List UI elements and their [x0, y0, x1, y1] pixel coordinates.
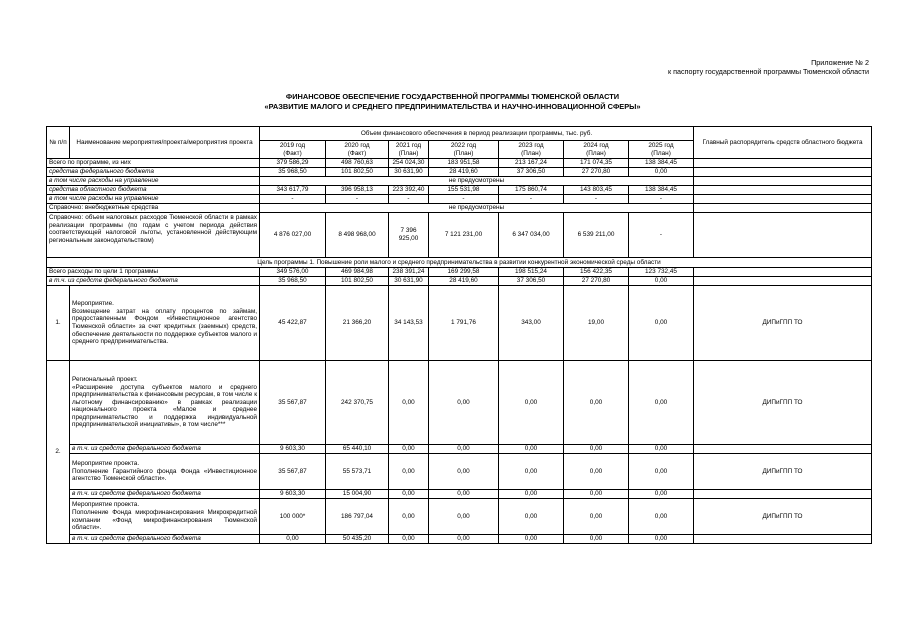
cell-value: 0,00: [429, 445, 499, 454]
cell-value: 27 270,80: [564, 277, 629, 286]
cell-manager: ДИПиГПП ТО: [694, 454, 872, 490]
cell-manager: [694, 445, 872, 454]
table-row: [47, 195, 872, 204]
cell-manager: [694, 186, 872, 195]
table-row: [47, 268, 872, 277]
row-num: 2.: [47, 361, 70, 544]
header-volume: Объем финансового обеспечения в период реализации программы, тыс. руб.: [260, 127, 694, 141]
cell-value: 101 802,50: [326, 277, 389, 286]
cell-value: 0,00: [389, 445, 429, 454]
cell-value: 0,00: [389, 499, 429, 535]
cell-value: 9 603,30: [260, 490, 326, 499]
cell-manager: [694, 277, 872, 286]
cell-value: 0,00: [429, 499, 499, 535]
row-num: 1.: [47, 286, 70, 361]
appendix-note: [668, 58, 869, 76]
cell-value: 169 299,58: [429, 268, 499, 277]
cell-value: 0,00: [564, 499, 629, 535]
row-label: Всего расходы по цели 1 программы: [47, 268, 260, 277]
cell-not-provided: не предусмотрены: [260, 177, 694, 186]
table-row: [47, 186, 872, 195]
cell-value: 156 422,35: [564, 268, 629, 277]
cell-value: 0,00: [499, 361, 564, 445]
cell-value: 0,00: [629, 277, 694, 286]
cell-value: 0,00: [629, 286, 694, 361]
header-year: 2020 год (Факт): [326, 141, 389, 159]
header-year: 2019 год (Факт): [260, 141, 326, 159]
cell-value: 343 617,79: [260, 186, 326, 195]
table-row: [47, 159, 872, 168]
row-label: Справочно: внебюджетные средства: [47, 204, 260, 213]
table-row: [47, 361, 872, 445]
row-label: в т.ч. из средств федерального бюджета: [70, 445, 260, 454]
cell-value: 0,00: [499, 490, 564, 499]
row-description: [70, 499, 260, 535]
cell-manager: [694, 159, 872, 168]
cell-value: 0,00: [389, 490, 429, 499]
cell-value: 30 631,90: [389, 168, 429, 177]
cell-value: 30 631,90: [389, 277, 429, 286]
cell-manager: ДИПиГПП ТО: [694, 361, 872, 445]
cell-value: 0,00: [564, 535, 629, 544]
cell-value: 183 951,58: [429, 159, 499, 168]
row-label: в т.ч. из средств федерального бюджета: [47, 277, 260, 286]
cell-value: 0,00: [429, 535, 499, 544]
row-title: Мероприятие проекта.: [72, 460, 140, 468]
table-row: [47, 204, 872, 213]
title-line-1: ФИНАНСОВОЕ ОБЕСПЕЧЕНИЕ ГОСУДАРСТВЕННОЙ ПРОГРАММЫ ТЮМЕНСКОЙ ОБЛАСТИ: [285, 92, 620, 101]
row-label: в том числе расходы на управление: [47, 177, 260, 186]
cell-value: 0,00: [629, 499, 694, 535]
cell-value: 0,00: [629, 454, 694, 490]
cell-value: 0,00: [564, 361, 629, 445]
goal-row: [47, 258, 872, 268]
cell-value: 396 958,13: [326, 186, 389, 195]
cell-value: 65 440,10: [326, 445, 389, 454]
row-description: [70, 361, 260, 445]
row-label: средства федерального бюджета: [47, 168, 260, 177]
row-title: Мероприятие проекта.: [72, 501, 140, 509]
cell-value: 45 422,87: [260, 286, 326, 361]
cell-value: 21 366,20: [326, 286, 389, 361]
appendix-line-2: к паспорту государственной программы Тюменской области: [667, 67, 869, 76]
title-line-2: «РАЗВИТИЕ МАЛОГО И СРЕДНЕГО ПРЕДПРИНИМАТЕЛЬСТВА И НАУЧНО-ИННОВАЦИОННОЙ СФЕРЫ»: [264, 102, 641, 111]
cell-value: 35 968,50: [260, 277, 326, 286]
table-row: [47, 168, 872, 177]
cell-value: 101 802,50: [326, 168, 389, 177]
row-label: в т.ч. из средств федерального бюджета: [70, 490, 260, 499]
cell-value: 8 498 968,00: [326, 213, 389, 258]
cell-value: 37 306,50: [499, 277, 564, 286]
cell-value: 1 791,76: [429, 286, 499, 361]
cell-value: 0,00: [260, 535, 326, 544]
cell-value: 469 984,98: [326, 268, 389, 277]
cell-value: 0,00: [564, 445, 629, 454]
row-desc: Возмещение затрат на оплату процентов по займам, предоставленным Фондом «Инвестиционное агентство Тюменской области» за счет кредитных (заемных) средств, обеспечение деятельности по поддержке субъектов малого и среднего предпринимательства.: [72, 307, 257, 346]
cell-manager: [694, 268, 872, 277]
header-year: 2023 год (План): [499, 141, 564, 159]
cell-manager: [694, 535, 872, 544]
cell-value: 0,00: [389, 361, 429, 445]
cell-value: 100 000*: [260, 499, 326, 535]
cell-value: 0,00: [429, 454, 499, 490]
cell-value: -: [629, 195, 694, 204]
cell-value: 138 384,45: [629, 159, 694, 168]
appendix-line-1: Приложение № 2: [811, 58, 869, 67]
cell-manager: [694, 213, 872, 258]
cell-manager: [694, 490, 872, 499]
cell-manager: [694, 177, 872, 186]
cell-value: 28 419,60: [429, 168, 499, 177]
document-title: [0, 92, 905, 112]
cell-value: 213 167,24: [499, 159, 564, 168]
cell-value: 0,00: [629, 535, 694, 544]
cell-value: -: [389, 195, 429, 204]
header-name: Наименование мероприятия/проекта/мероприятия проекта: [70, 127, 260, 159]
cell-value: 0,00: [499, 445, 564, 454]
cell-value: -: [260, 195, 326, 204]
table-row: [47, 535, 872, 544]
header-manager: Главный распорядитель средств областного бюджета: [694, 127, 872, 159]
table-row: [47, 445, 872, 454]
cell-value: 242 370,75: [326, 361, 389, 445]
cell-value: 35 567,87: [260, 454, 326, 490]
cell-value: 138 384,45: [629, 186, 694, 195]
cell-value: 143 803,45: [564, 186, 629, 195]
financing-table: [46, 126, 872, 544]
cell-value: 6 539 211,00: [564, 213, 629, 258]
row-label: в том числе расходы на управление: [47, 195, 260, 204]
cell-value: 223 392,40: [389, 186, 429, 195]
cell-value: 35 567,87: [260, 361, 326, 445]
cell-value: -: [326, 195, 389, 204]
cell-value: 0,00: [499, 454, 564, 490]
cell-manager: ДИПиГПП ТО: [694, 499, 872, 535]
cell-value: 28 419,60: [429, 277, 499, 286]
row-label: Всего по программе, из них: [47, 159, 260, 168]
cell-value: 0,00: [429, 361, 499, 445]
cell-value: 123 732,45: [629, 268, 694, 277]
header-year: 2025 год (План): [629, 141, 694, 159]
row-desc: «Расширение доступа субъектов малого и среднего предпринимательства к финансовым ресурсам, в том числе к льготному финансированию» в рамках реализации национального проекта «Малое и среднее предпринимательство и поддержка индивидуальной предпринимательской инициативы», в том числе***: [72, 383, 257, 429]
table-row: [47, 454, 872, 490]
cell-value: 171 074,35: [564, 159, 629, 168]
table-row: [47, 213, 872, 258]
cell-value: 15 004,90: [326, 490, 389, 499]
cell-value: 379 586,29: [260, 159, 326, 168]
cell-value: 0,00: [629, 168, 694, 177]
cell-value: 0,00: [429, 490, 499, 499]
row-description: [70, 286, 260, 361]
table-row: [47, 490, 872, 499]
header-year: 2021 год (План): [389, 141, 429, 159]
cell-value: 7 396 925,00: [389, 213, 429, 258]
table-row: [47, 177, 872, 186]
row-description: [70, 454, 260, 490]
cell-value: 0,00: [629, 490, 694, 499]
cell-manager: [694, 168, 872, 177]
table-row: [47, 286, 872, 361]
row-label: средства областного бюджета: [47, 186, 260, 195]
header-num: № п/п: [47, 127, 70, 159]
cell-value: 37 306,50: [499, 168, 564, 177]
cell-value: 0,00: [629, 361, 694, 445]
cell-value: 55 573,71: [326, 454, 389, 490]
row-label-tax: Справочно: объем налоговых расходов Тюменской области в рамках реализации программы (по годам с учетом периода действия соответствующей налоговой льготы, установленной действующим региональным законодательством): [47, 213, 260, 258]
cell-value: 19,00: [564, 286, 629, 361]
cell-value: 4 876 027,00: [260, 213, 326, 258]
header-year: 2022 год (План): [429, 141, 499, 159]
cell-value: 498 760,63: [326, 159, 389, 168]
cell-value: -: [499, 195, 564, 204]
cell-value: 7 121 231,00: [429, 213, 499, 258]
header-year: 2024 год (План): [564, 141, 629, 159]
cell-value: 0,00: [499, 499, 564, 535]
cell-manager: [694, 195, 872, 204]
cell-value: 155 531,98: [429, 186, 499, 195]
cell-value: 186 797,04: [326, 499, 389, 535]
goal-text: Цель программы 1. Повышение роли малого и среднего предпринимательства в развитии конкурентной экономической среды области: [47, 258, 872, 268]
cell-value: 0,00: [499, 535, 564, 544]
row-label: в т.ч. из средств федерального бюджета: [70, 535, 260, 544]
cell-value: 9 603,30: [260, 445, 326, 454]
cell-value: 0,00: [389, 535, 429, 544]
cell-value: 198 515,24: [499, 268, 564, 277]
cell-value: -: [429, 195, 499, 204]
cell-value: 6 347 034,00: [499, 213, 564, 258]
cell-value: 349 576,00: [260, 268, 326, 277]
cell-value: 27 270,80: [564, 168, 629, 177]
row-desc: Пополнение Фонда микрофинансирования Микрокредитной компании «Фонд микрофинансирования Тюменской области».: [72, 508, 257, 532]
cell-value: -: [564, 195, 629, 204]
cell-manager: ДИПиГПП ТО: [694, 286, 872, 361]
table-row: [47, 277, 872, 286]
cell-value: 50 435,20: [326, 535, 389, 544]
table-row: [47, 499, 872, 535]
row-title: Региональный проект.: [72, 375, 138, 383]
cell-value: 343,00: [499, 286, 564, 361]
cell-value: 0,00: [564, 490, 629, 499]
row-title: Мероприятие.: [72, 300, 114, 308]
cell-value: 0,00: [564, 454, 629, 490]
header-row: [47, 127, 872, 141]
cell-value: 0,00: [389, 454, 429, 490]
cell-value: -: [629, 213, 694, 258]
cell-manager: [694, 204, 872, 213]
cell-value: 254 024,30: [389, 159, 429, 168]
row-desc: Пополнение Гарантийного фонда Фонда «Инвестиционное агентство Тюменской области».: [72, 467, 257, 483]
cell-value: 35 968,50: [260, 168, 326, 177]
cell-value: 0,00: [629, 445, 694, 454]
cell-value: 34 143,53: [389, 286, 429, 361]
cell-value: 175 860,74: [499, 186, 564, 195]
cell-value: 238 391,24: [389, 268, 429, 277]
cell-not-provided: не предусмотрены: [260, 204, 694, 213]
